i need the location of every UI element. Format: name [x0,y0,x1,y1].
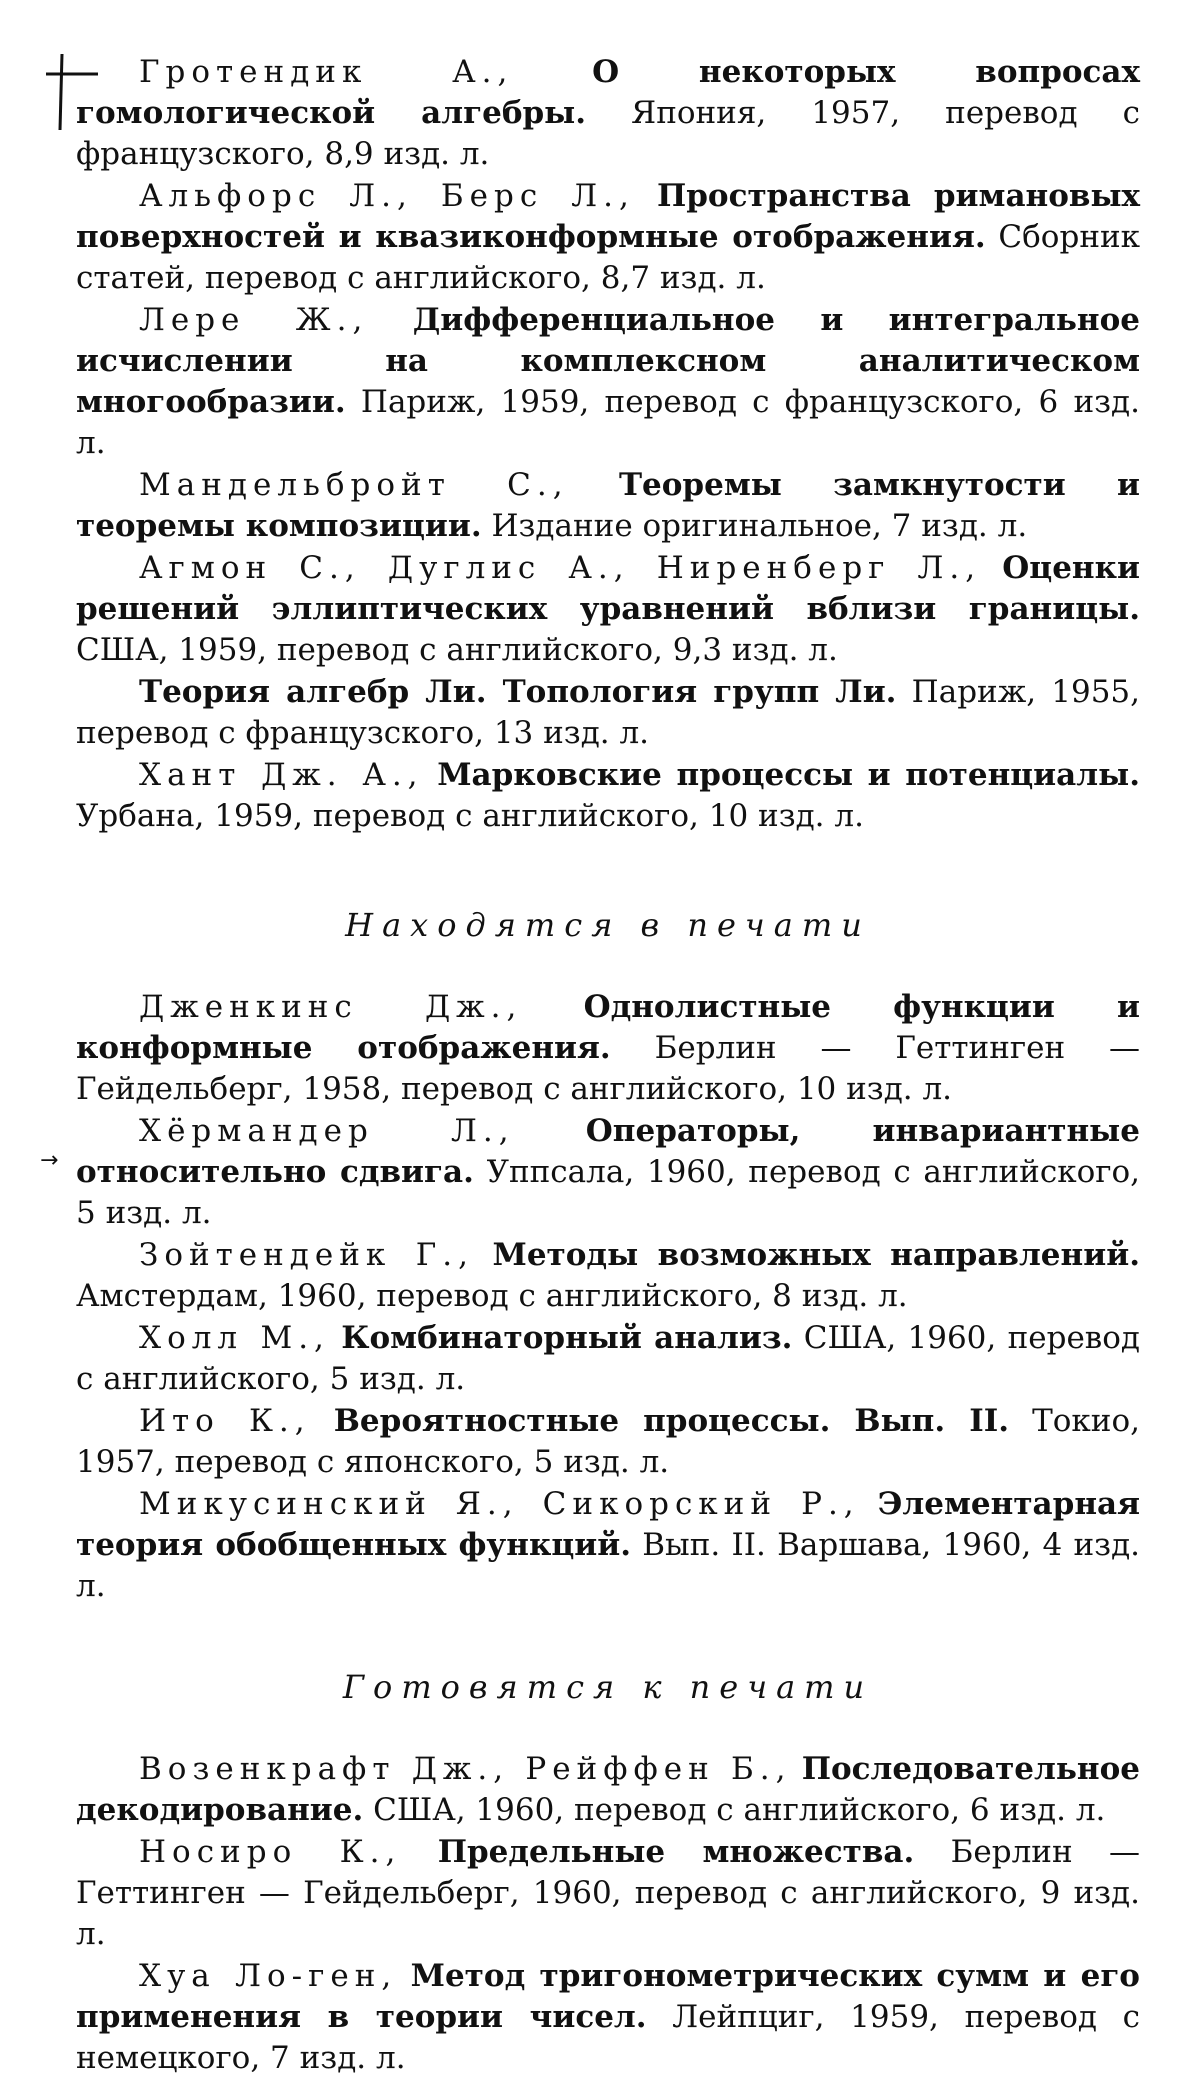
entry-title: Оценки решений эллиптических уравнений вблизи границы. [76,550,1140,627]
entry-author: Холл М., [139,1320,330,1356]
entry-author: Мандельбройт С., [139,467,569,503]
entry-details: Берлин — Геттинген — Гейдельберг, 1958, перевод с английского, 10 изд. л. [76,1030,1140,1107]
bibliography-entry [76,1401,1140,1483]
entry-title: Предельные множества. [437,1834,915,1870]
bibliography-entry [76,548,1140,671]
entry-title: Теория алгебр Ли. Топология групп Ли. [139,674,897,710]
entry-title: Пространства римановых поверхностей и квазиконформные отображения. [76,178,1140,255]
bibliography-entry [76,176,1140,299]
entry-author: Хёрмандер Л., [139,1113,515,1149]
bibliography-entry [76,1235,1140,1317]
entry-details: Париж, 1959, перевод с французского, 6 изд. л. [76,384,1140,461]
entry-details: Лейпциг, 1959, перевод с немецкого, 7 изд. л. [76,1999,1140,2076]
entry-author: Хуа Ло-ген, [139,1958,398,1994]
entry-author: Лере Ж., [139,302,369,338]
entry-title: Марковские процессы и потенциалы. [437,757,1140,793]
entry-details: Сборник статей, перевод с английского, 8,7 изд. л. [76,219,1141,296]
section-heading-in-print: Находятся в печати [345,906,871,944]
text-column [76,52,1140,2080]
entry-details: Уппсала, 1960, перевод с английского, 5 изд. л. [76,1154,1140,1231]
bibliography-entry [76,755,1140,837]
bibliography-entry [76,300,1140,464]
bibliography-entry [76,987,1140,1110]
entry-details: Амстердам, 1960, перевод с английского, 8 изд. л. [76,1278,908,1314]
bibliography-entry [76,672,1140,754]
entry-details: США, 1960, перевод с английского, 6 изд. л. [373,1792,1106,1828]
entry-author: Зойтендейк Г., [139,1237,474,1273]
entry-author: Гротендик А., [139,54,514,90]
entry-title: О некоторых вопросах гомологической алгебры. [76,54,1140,131]
handwritten-arrow-mark: → [40,1148,59,1173]
entry-details: Берлин — Геттинген — Гейдельберг, 1960, перевод с английского, 9 изд. л. [76,1834,1140,1952]
entry-title: Дифференциальное и интегральное исчислении на комплексном аналитическом многообразии. [76,302,1140,420]
entry-author: Агмон С., Дуглис А., Ниренберг Л., [139,550,982,586]
entry-title: Элементарная теория обобщенных функций. [76,1486,1140,1563]
bibliography-entry [76,465,1140,547]
bibliography-entry [76,1111,1140,1234]
entry-details: Урбана, 1959, перевод с английского, 10 изд. л. [76,798,864,834]
entry-details: Токио, 1957, перевод с японского, 5 изд. л. [76,1403,1140,1480]
entries-group-3 [76,1749,1140,2079]
entry-title: Однолистные функции и конформные отображения. [76,989,1140,1066]
bibliography-entry [76,1484,1140,1607]
entry-author: Возенкрафт Дж., Рейффен Б., [139,1751,792,1787]
entry-author: Носиро К., [139,1834,402,1870]
bibliography-entry [76,1956,1140,2079]
entry-author: Ито К., [139,1403,311,1439]
entry-author: Хант Дж. А., [139,757,424,793]
entry-details: США, 1959, перевод с английского, 9,3 изд. л. [76,632,838,668]
entries-group-1 [76,52,1140,837]
entry-title: Методы возможных направлений. [492,1237,1140,1273]
entry-details: Издание оригинальное, 7 изд. л. [491,508,1028,544]
bibliography-entry [76,52,1140,175]
entry-title: Вероятностные процессы. Вып. II. [333,1403,1009,1439]
entry-author: Альфорс Л., Берс Л., [139,178,635,214]
section-heading-preparing: Готовятся к печати [342,1668,874,1706]
entry-title: Последовательное декодирование. [76,1751,1140,1828]
entry-details: Япония, 1957, перевод с французского, 8,9 изд. л. [76,95,1141,172]
entries-group-2 [76,987,1140,1607]
bibliography-entry [76,1749,1140,1831]
entry-details: США, 1960, перевод с английского, 5 изд. л. [76,1320,1140,1397]
entry-author: Микусинский Я., Сикорский Р., [139,1486,860,1522]
entry-details: Вып. II. Варшава, 1960, 4 изд. л. [76,1527,1141,1604]
entry-title: Метод тригонометрических сумм и его применения в теории чисел. [76,1958,1140,2035]
entry-details: Париж, 1955, перевод с французского, 13 изд. л. [76,674,1140,751]
entry-title: Теоремы замкнутости и теоремы композиции. [76,467,1141,544]
entry-title: Операторы, инвариантные относительно сдвига. [76,1113,1140,1190]
entry-title: Комбинаторный анализ. [341,1320,793,1356]
entry-author: Дженкинс Дж., [139,989,523,1025]
bibliography-entry [76,1318,1140,1400]
